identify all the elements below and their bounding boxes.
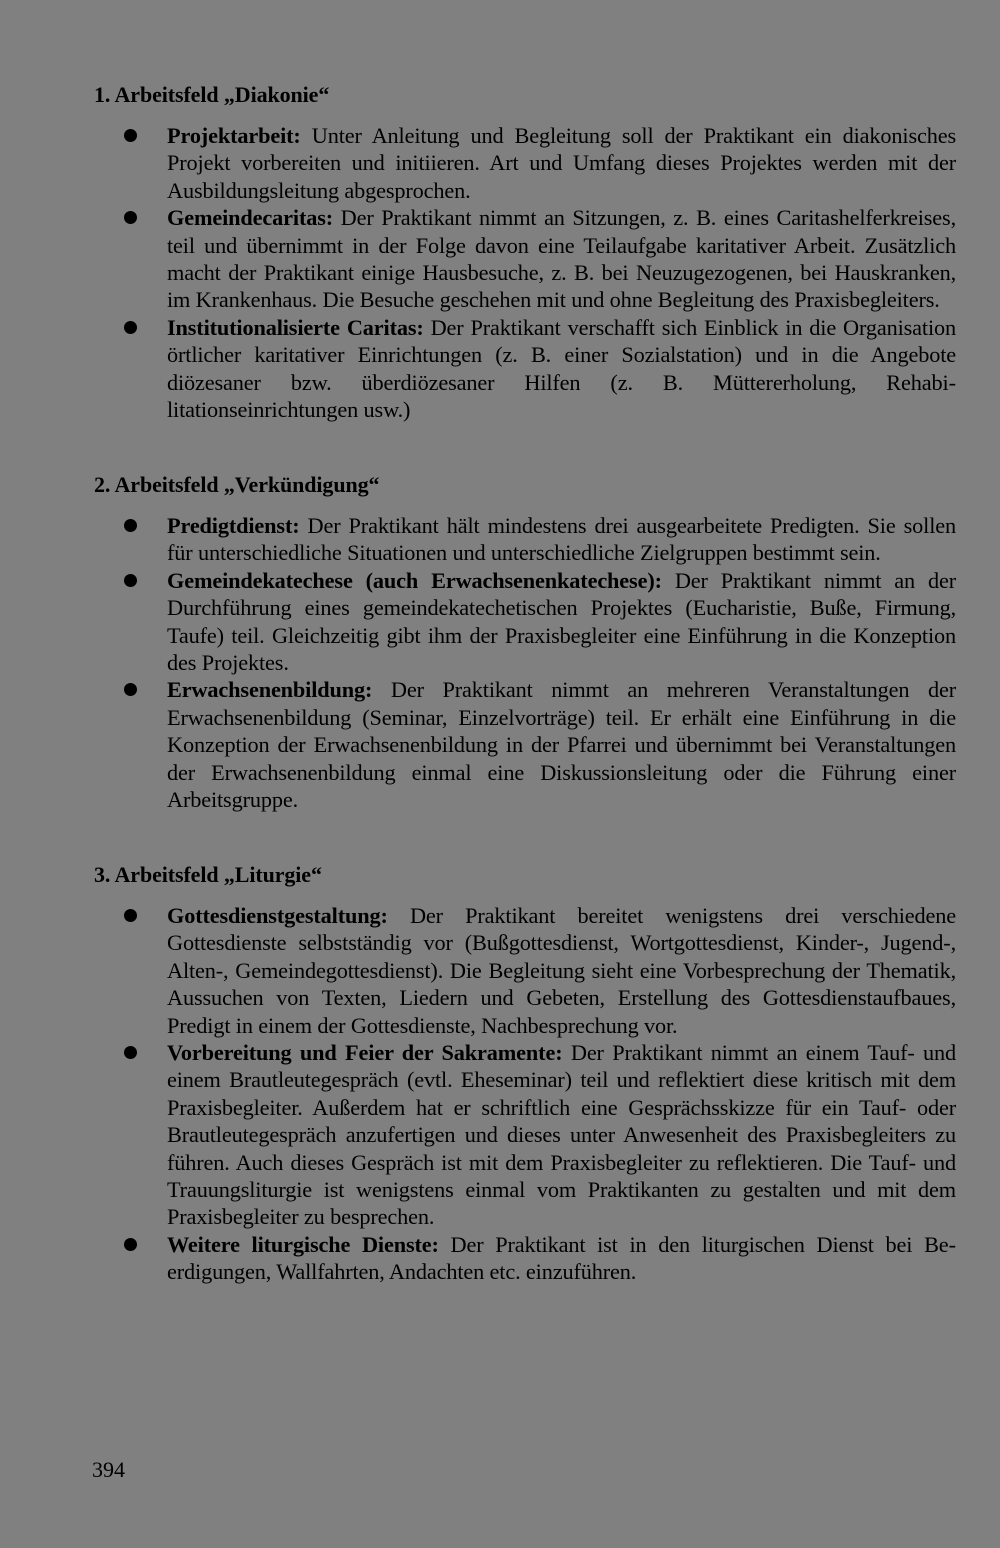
list-item	[94, 204, 956, 314]
list-item	[94, 1231, 956, 1286]
item-term: Gemeindekatechese (auch Erwachsenenkatechese):	[167, 567, 662, 593]
section-heading: 1. Arbeitsfeld „Diakonie“	[94, 82, 330, 107]
list-item	[94, 567, 956, 677]
bullet-icon	[124, 519, 137, 532]
list-item	[94, 122, 956, 204]
bullet-icon	[124, 909, 137, 922]
item-term: Vorbereitung und Feier der Sakramente:	[167, 1040, 563, 1066]
bullet-icon	[124, 129, 137, 142]
list-item	[94, 314, 956, 424]
bullet-icon	[124, 683, 137, 696]
item-term: Institutionalisierte Caritas:	[167, 314, 424, 340]
bullet-icon	[124, 1046, 137, 1059]
section-liturgie	[94, 862, 956, 1286]
bullet-icon	[124, 574, 137, 587]
list-item	[94, 1039, 956, 1231]
page-number: 394	[92, 1457, 125, 1482]
section-diakonie	[94, 82, 956, 423]
item-text: Der Praktikant verschafft sich Einblick in die Organisation örtlicher karitativer Einrichtungen (z. B. einer Sozialstation) und in die Angebote diözesaner bzw. überdiözesaner Hilfen (z. B. Müttererholung, Rehabilitationseinrichtungen usw.)	[167, 314, 956, 423]
bullet-icon	[124, 1238, 137, 1251]
section-heading: 3. Arbeitsfeld „Liturgie“	[94, 862, 322, 887]
item-term: Predigtdienst:	[167, 513, 300, 538]
item-text: Der Praktikant hält mindestens drei ausgearbeitete Predigten. Sie sollen für unterschiedliche Situationen und unterschiedliche Zielgruppen bestimmt sein.	[167, 513, 956, 566]
item-text: Unter Anleitung und Begleitung soll der Praktikant ein diakonisches Projekt vorbereiten und initiieren. Art und Umfang dieses Projektes werden mit der Ausbildungsleitung abgesprochen.	[167, 123, 956, 203]
section-verkuendigung	[94, 472, 956, 813]
list-item	[94, 902, 956, 1039]
bullet-icon	[124, 211, 137, 224]
list-item	[94, 676, 956, 813]
item-text: Der Praktikant nimmt an mehreren Veranstaltungen der Erwachsenenbildung (Seminar, Einzelvorträge) teil. Er erhält eine Einführung in die Konzeption der Erwachsenenbildung in der Pfarrei und übernimmt bei Veranstaltungen der Erwachsenenbildung einmal eine Diskussionsleitung oder die Führung einer Arbeitsgruppe.	[167, 677, 956, 813]
item-text: Der Praktikant bereitet wenigstens drei verschiedene Gottesdienste selbstständig vor (Bußgottesdienst, Wortgottesdienst, Kinder-, Jugend-, Alten-, Gemeindegottesdienst). Die Begleitung sieht eine Vorbesprechung der Thematik, Aussuchen von Texten, Liedern und Gebeten, Erstellung des Gottesdienstaufbaues, Predigt in einem der Gottesdienste, Nachbesprechung vor.	[167, 903, 956, 1038]
section-heading: 2. Arbeitsfeld „Verkündigung“	[94, 472, 380, 497]
item-text: Der Praktikant nimmt an einem Tauf- und einem Brautleutegespräch (evtl. Eheseminar) teil und reflektiert diese kritisch mit dem Praxisbegleiter. Außerdem hat er schriftlich eine Gesprächsskizze für ein Tauf- oder Brautleutegespräch anzufertigen und dieses unter Anwesenheit des Praxisbegleiters zu führen. Auch dieses Gespräch ist mit dem Praxisbegleiter zu reflektieren. Die Tauf- und Trauungsliturgie ist wenigstens einmal vom Praktikanten zu gestalten und mit dem Praxisbegleiter zu besprechen.	[167, 1040, 956, 1230]
item-term: Projektarbeit:	[167, 123, 301, 148]
item-text: Der Praktikant ist in den liturgischen Dienst bei Beerdigungen, Wallfahrten, Andachten etc. einzuführen.	[167, 1231, 956, 1285]
item-term: Weitere liturgische Dienste:	[167, 1231, 439, 1257]
item-text: Der Praktikant nimmt an der Durchführung eines gemeindekatechetischen Projektes (Eucharistie, Buße, Firmung, Taufe) teil. Gleichzeitig gibt ihm der Praxisbegleiter eine Einführung in die Konzeption des Projektes.	[167, 567, 956, 676]
item-term: Erwachsenenbildung:	[167, 677, 373, 703]
item-text: Der Praktikant nimmt an Sitzungen, z. B. eines Caritashelferkreises, teil und übernimmt in der Folge davon eine Teilaufgabe karitativer Arbeit. Zusätzlich macht der Praktikant einige Hausbesuche, z. B. bei Neuzugezogenen, bei Hauskranken, im Krankenhaus. Die Besuche geschehen mit und ohne Begleitung des Praxisbegleiters.	[167, 205, 956, 313]
bullet-icon	[124, 321, 137, 334]
item-term: Gottesdienstgestaltung:	[167, 903, 388, 928]
item-term: Gemeindecaritas:	[167, 205, 334, 231]
list-item	[94, 512, 956, 567]
